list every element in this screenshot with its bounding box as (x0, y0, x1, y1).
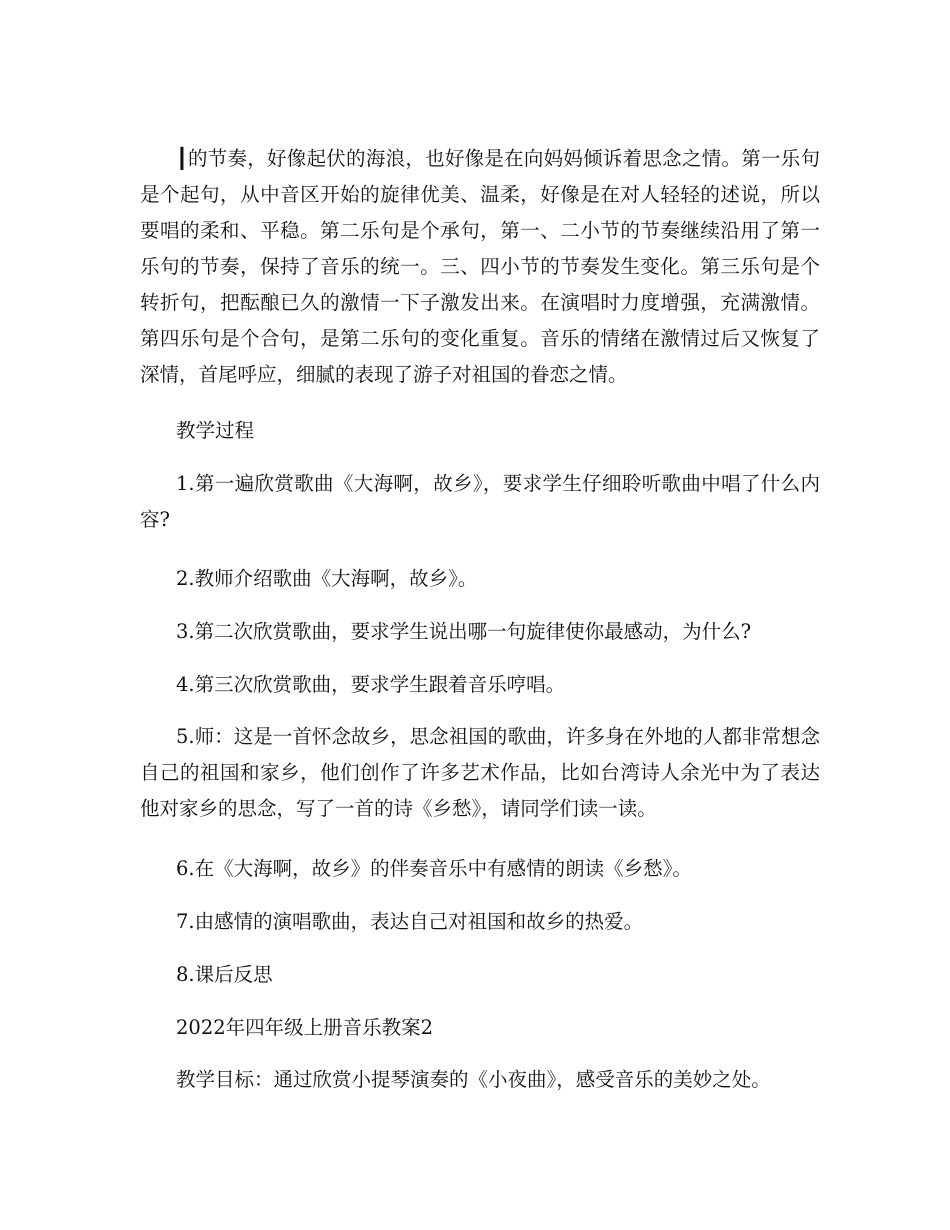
step-5-paragraph: 5.师：这是一首怀念故乡，思念祖国的歌曲，许多身在外地的人都非常想念自己的祖国和家乡，他们创作了许多艺术作品，比如台湾诗人余光中为了表达他对家乡的思念，写了一首的诗《乡愁》，请同学们读一读。 (140, 725, 820, 820)
step-1-paragraph: 1.第一遍欣赏歌曲《大海啊，故乡》，要求学生仔细聆听歌曲中唱了什么内容? (140, 472, 820, 531)
step-2-paragraph: 2.教师介绍歌曲《大海啊，故乡》。 (176, 567, 478, 590)
step-3-paragraph: 3.第二次欣赏歌曲，要求学生说出哪一句旋律使你最感动，为什么? (176, 620, 752, 643)
lesson-2-goal: 教学目标：通过欣赏小提琴演奏的《小夜曲》，感受音乐的美妙之处。 (176, 1068, 771, 1091)
section-heading-teaching-process: 教学过程 (176, 419, 255, 442)
lesson-2-title: 2022年四年级上册音乐教案2 (176, 1016, 434, 1039)
step-8-paragraph: 8.课后反思 (176, 963, 273, 986)
step-6-paragraph: 6.在《大海啊，故乡》的伴奏音乐中有感情的朗读《乡愁》。 (176, 857, 692, 880)
step-4-paragraph: 4.第三次欣赏歌曲，要求学生跟着音乐哼唱。 (176, 673, 566, 696)
step-7-paragraph: 7.由感情的演唱歌曲，表达自己对祖国和故乡的热爱。 (176, 910, 644, 933)
intro-paragraph: ┃的节奏，好像起伏的海浪，也好像是在向妈妈倾诉着思念之情。第一乐句是个起句，从中音区开始的旋律优美、温柔，好像是在对人轻轻的述说，所以要唱的柔和、平稳。第二乐句是个承句，第一、二小节的节奏继续沿用了第一乐句的节奏，保持了音乐的统一。三、四小节的节奏发生变化。第三乐句是个转折句，把酝酿已久的激情一下子激发出来。在演唱时力度增强，充满激情。第四乐句是个合句，是第二乐句的变化重复。音乐的情绪在激情过后又恢复了深情，首尾呼应，细腻的表现了游子对祖国的眷恋之情。 (140, 147, 820, 386)
